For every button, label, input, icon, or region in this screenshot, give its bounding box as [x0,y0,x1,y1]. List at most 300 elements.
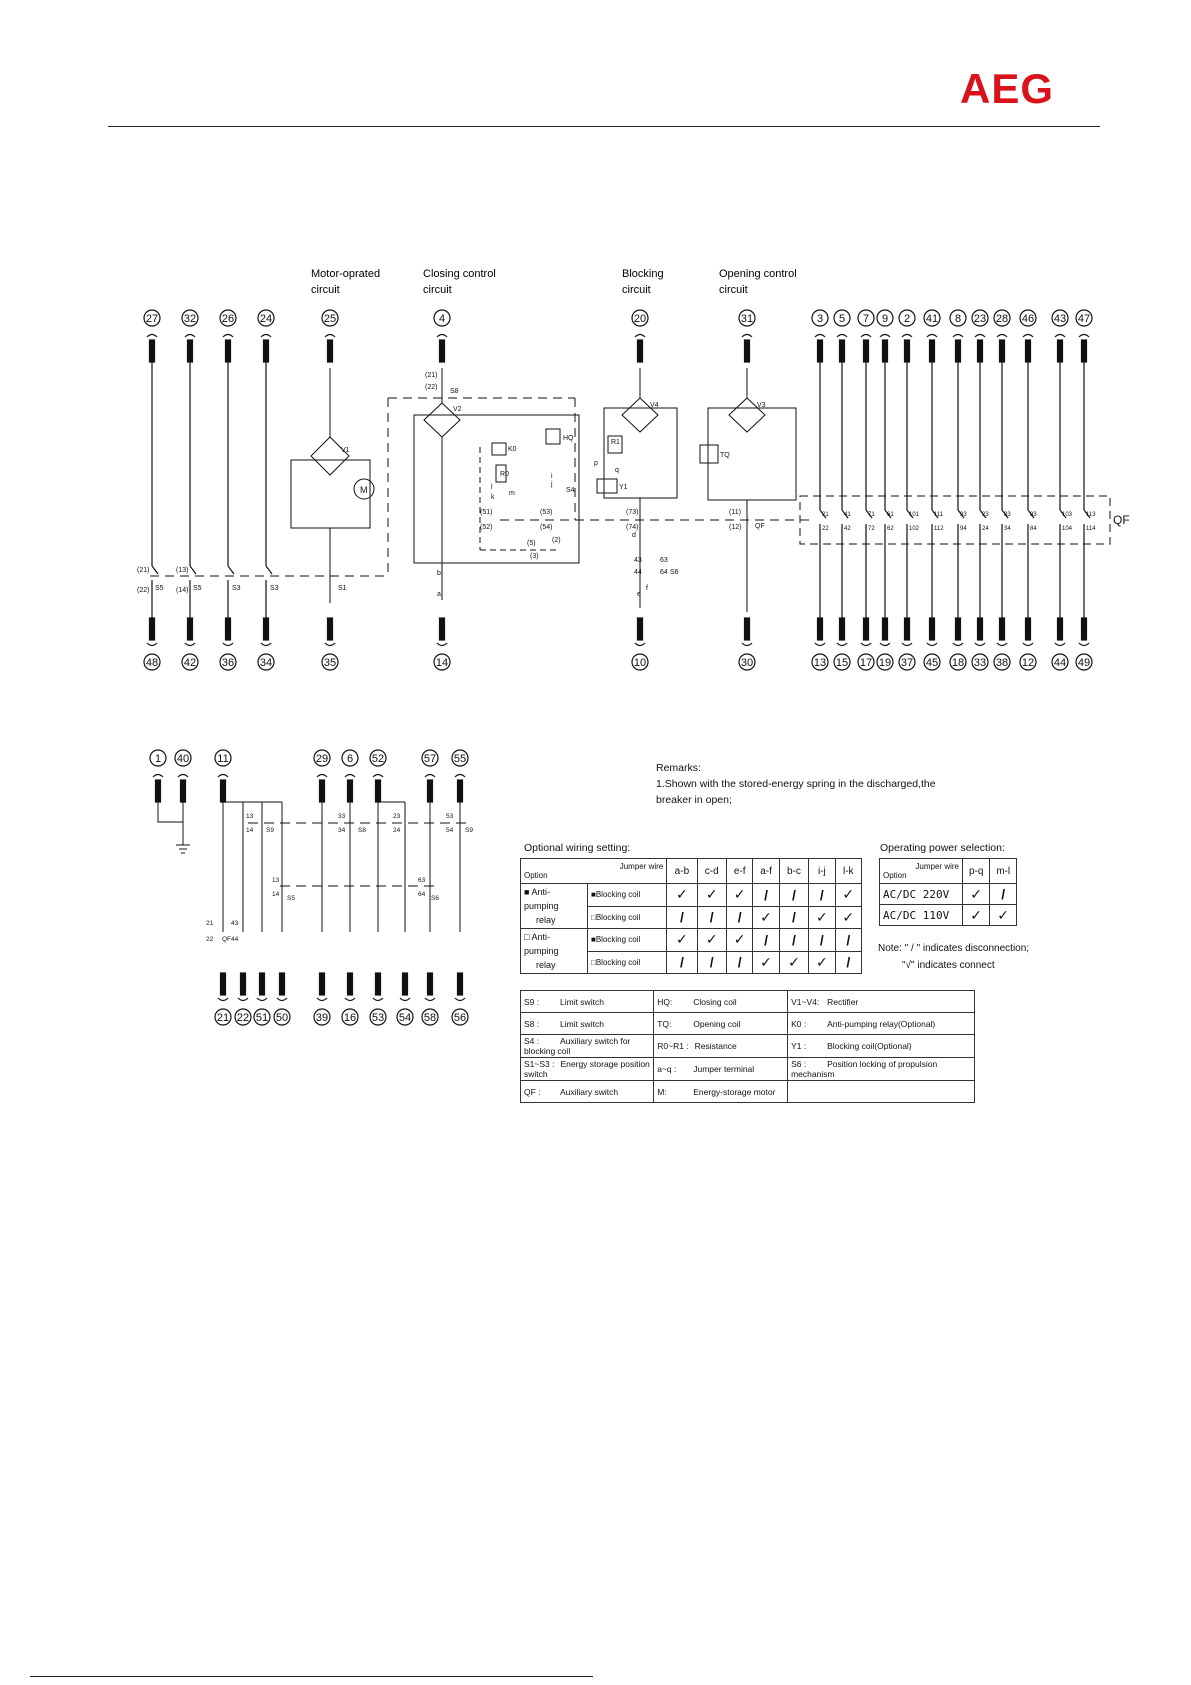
tt-right-bot-label-5: 45 [925,657,939,669]
bd-44: 44 [231,936,239,943]
tt-left-bot-cap-6 [635,643,645,646]
legend-cell [521,1035,654,1058]
opening-circuit-title-2: circuit [719,284,748,296]
tt-right-c1-8: 33 [1004,512,1011,518]
label-s6: S6 [670,569,679,576]
tt-left-bot-cap-2 [223,643,233,646]
optional-wiring-group-name2-0: relay [536,915,556,925]
motor-circuit-title-2: circuit [311,284,340,296]
tt-right-top-cap-2 [861,335,871,338]
bt-bot-bot-label-8: 58 [423,1012,437,1024]
optional-wiring-coil: □Blocking coil [588,951,667,974]
bd-s9b: S9 [465,827,473,834]
tt-right-c1-11: 113 [1086,512,1096,518]
optional-wiring-cell: / [726,906,752,929]
label-s1: S1 [338,585,347,592]
power-cell: ✓ [990,905,1017,926]
label-tq: TQ [720,452,730,459]
tt-right-top-label-9: 46 [1021,313,1035,325]
note-line-1: Note: " / " indicates disconnection; [878,943,1030,954]
bt-bot-bot-post-8 [428,973,433,995]
legend-value: Auxiliary switch for blocking coil [524,1036,631,1056]
legend-value: Auxiliary switch [560,1086,619,1097]
legend-value: Limit switch [560,1018,604,1029]
bt-bot-bot-cap-1 [238,998,248,1001]
legend-key: M: [657,1086,667,1097]
tt-right-c2-5: 112 [934,526,944,532]
bt-top-top-label-7: 55 [453,753,467,765]
tt-left-top-cap-0 [147,335,157,338]
bd-s8: S8 [358,827,366,834]
tt-left-bot-post-6 [638,618,643,640]
legend-value: Anti-pumping relay(Optional) [827,1018,936,1029]
legend-cell [788,1058,975,1081]
tt-left-top-cap-1 [185,335,195,338]
tt-left-top-cap-3 [261,335,271,338]
tt-right-top-cap-11 [1079,335,1089,338]
tt-right-c2-4: 102 [909,526,920,532]
legend-cell [521,1013,654,1035]
tt-right-top-label-1: 5 [838,313,846,325]
tt-left-bot-label-4: 35 [323,657,337,669]
optional-wiring-cell: ✓ [726,884,752,907]
optional-wiring-cell: ✓ [809,906,835,929]
power-header-option: Option [883,871,907,880]
legend-value: Closing coil [693,996,737,1007]
bt-bot-bot-cap-3 [277,998,287,1001]
label-v3: V3 [757,402,766,409]
tt-right-c1-3: 61 [887,512,894,518]
tt-right-top-label-3: 9 [881,313,889,325]
tt-right-bot-post-7 [978,618,983,640]
tt-right-top-label-2: 7 [862,313,870,325]
bt-top-top-label-1: 40 [176,753,190,765]
optional-wiring-row [521,929,862,952]
tt-right-c2-2: 72 [868,526,875,532]
optional-wiring-cell: ✓ [809,951,835,974]
tt-right-c1-10: 103 [1062,512,1073,518]
tt-right-bot-label-10: 44 [1053,657,1067,669]
bt-bot-bot-cap-0 [218,998,228,1001]
tt-right-c1-9: 83 [1030,512,1037,518]
bt-bot-bot-label-6: 53 [371,1012,385,1024]
label-t2: (2) [552,537,561,544]
tt-left-bot-label-1: 42 [183,657,197,669]
power-row [880,905,1017,926]
bd-14: 14 [246,827,254,834]
bt-bot-bot-label-2: 51 [255,1012,269,1024]
legend-key: S1~S3 : [524,1059,555,1069]
optional-wiring-col-1: c-d [697,859,726,884]
tt-left-top-label-3: 24 [259,313,273,325]
tt-right-c2-1: 42 [844,526,851,532]
bt-bot-bot-cap-4 [317,998,327,1001]
optional-wiring-cell: / [697,951,726,974]
legend-cell [521,1081,654,1103]
tt-left-bot-cap-0 [147,643,157,646]
tt-left-top-post-5 [440,340,445,362]
label-s4: S4 [566,487,575,494]
tt-right-c2-8: 34 [1004,526,1011,532]
legend-key: S6 : [791,1059,807,1069]
bt-top-top-cap-1 [178,775,188,778]
bd-21: 21 [206,920,214,927]
bd-63: 63 [418,877,426,884]
legend-value: Opening coil [693,1018,741,1029]
power-corner [880,859,963,884]
label-t11: (11) [729,509,741,516]
tt-left-top-cap-2 [223,335,233,338]
tt-right-top-cap-6 [953,335,963,338]
optional-wiring-cell: ✓ [667,884,697,907]
legend-key: Y1 : [791,1041,807,1051]
legend-key: S9 : [524,996,540,1007]
tt-right-top-cap-0 [815,335,825,338]
label-t14: (14) [176,587,189,594]
note-block [878,940,1029,974]
legend-cell [788,1013,975,1035]
tt-right-bot-label-7: 33 [973,657,987,669]
note-line-2: "√" indicates connect [902,960,995,971]
tt-right-bot-cap-1 [837,643,847,646]
tt-right-bot-post-1 [840,618,845,640]
bt-top-top-cap-0 [153,775,163,778]
bt-bot-bot-post-9 [458,973,463,995]
optional-wiring-group-0: ■ Anti-pumping relay [521,884,588,929]
optional-wiring-cell: / [753,884,779,907]
label-s3b: S3 [270,585,279,592]
legend-value: Energy-storage motor [693,1086,776,1097]
bt-top-top-cap-3 [317,775,327,778]
jumper-e: e [637,591,641,598]
label-t21: (21) [137,567,150,574]
optional-wiring-col-3: a-f [753,859,779,884]
optional-wiring-group-1: □ Anti-pumping relay [521,929,588,974]
bd-43: 43 [231,920,239,927]
optional-wiring-coil: □Blocking coil [588,906,667,929]
tt-left-bot-post-3 [264,618,269,640]
legend-key: TQ: [657,1018,672,1029]
legend-cell [654,991,788,1013]
bd-22: 22 [206,936,214,943]
optional-wiring-cell: / [667,951,697,974]
optional-wiring-cell: ✓ [835,884,861,907]
optional-wiring-col-0: a-b [667,859,697,884]
label-t3: (3) [530,553,539,560]
bt-bot-bot-post-6 [376,973,381,995]
optional-wiring-cell: ✓ [697,929,726,952]
bt-bot-bot-post-3 [280,973,285,995]
legend-cell [654,1035,788,1058]
label-v1: V1 [341,447,350,454]
tt-right-c2-11: 114 [1086,526,1096,532]
tt-right-top-label-6: 8 [954,313,962,325]
tt-right-bot-label-0: 13 [813,657,827,669]
bd-13: 13 [246,813,254,820]
tt-left-bot-post-0 [150,618,155,640]
tt-right-top-cap-1 [837,335,847,338]
bd-54: 54 [446,827,454,834]
tt-right-top-post-11 [1082,340,1087,362]
component-legend-table [520,990,975,1103]
tt-right-top-cap-3 [880,335,890,338]
tt-right-bot-post-9 [1026,618,1031,640]
optional-wiring-cell: / [809,884,835,907]
legend-row [521,1035,975,1058]
label-r0: R0 [500,471,509,478]
tt-left-switch-3 [266,566,272,574]
jumper-d: d [632,532,636,539]
legend-value: Limit switch [560,996,604,1007]
legend-value: Jumper terminal [693,1064,755,1074]
tt-right-top-cap-9 [1023,335,1033,338]
legend-key: S4 : [524,1036,540,1046]
bt-bot-bot-label-0: 21 [216,1012,230,1024]
tt-left-bot-post-2 [226,618,231,640]
legend-cell [788,1081,975,1103]
tt-right-c1-1: 41 [844,512,851,518]
optional-wiring-col-5: i-j [809,859,835,884]
tt-left-bot-cap-3 [261,643,271,646]
blocking-circuit-title-1: Blocking [622,268,664,280]
bd-23: 23 [393,813,401,820]
jumper-b: b [437,570,441,577]
legend-value: Position locking of propulsion mechanism [791,1059,938,1079]
bt-bot-bot-post-4 [320,973,325,995]
tt-left-top-label-7: 31 [740,313,754,325]
jumper-a: a [437,591,441,598]
label-r1: R1 [611,439,620,446]
optional-wiring-group-name2-1: relay [536,960,556,970]
closing-circuit-title-2: circuit [423,284,452,296]
tt-right-top-post-9 [1026,340,1031,362]
bt-bot-bot-label-3: 50 [275,1012,289,1024]
tt-left-switch-2 [228,566,234,574]
label-s3: S3 [232,585,241,592]
power-row-label: AC/DC 220V [880,884,963,905]
bt-top-top-cap-5 [373,775,383,778]
tt-right-c1-7: 23 [982,512,989,518]
tt-left-bot-label-3: 34 [259,657,273,669]
tt-right-top-post-4 [905,340,910,362]
tt-right-bot-cap-6 [953,643,963,646]
optional-wiring-col-2: e-f [726,859,752,884]
label-t21-closing: (21) [425,372,438,379]
legend-value: Resistance [694,1041,737,1051]
tt-right-bot-cap-4 [902,643,912,646]
tt-right-top-cap-7 [975,335,985,338]
power-col-1: m-l [990,859,1017,884]
label-t52: (52) [480,524,493,531]
optional-wiring-header-jumper: Jumper wire [619,862,664,871]
label-v2: V2 [453,406,462,413]
legend-key: a~q : [657,1064,677,1074]
tt-right-bot-post-11 [1082,618,1087,640]
tt-left-top-label-0: 27 [145,313,159,325]
tt-left-top-post-6 [638,340,643,362]
tt-right-bot-cap-10 [1055,643,1065,646]
label-qf: QF [755,523,765,530]
tt-right-top-label-10: 43 [1053,313,1067,325]
optional-wiring-cell: ✓ [697,884,726,907]
footer-divider [30,1676,593,1677]
bt-bot-bot-cap-9 [455,998,465,1001]
bt-bot-bot-post-2 [260,973,265,995]
tt-left-bot-label-2: 36 [221,657,235,669]
remarks-block [656,760,936,808]
bt-top-top-label-4: 6 [346,753,354,765]
tt-left-switch-0 [152,566,158,574]
tt-left-top-cap-7 [742,335,752,338]
bd-34: 34 [338,827,346,834]
label-v4: V4 [650,402,659,409]
bt-bot-bot-post-7 [403,973,408,995]
tt-left-bot-post-7 [745,618,750,640]
legend-cell [654,1013,788,1035]
optional-wiring-cell: / [779,906,808,929]
tt-left-top-post-0 [150,340,155,362]
tt-left-bot-cap-1 [185,643,195,646]
optional-wiring-cell: / [779,884,808,907]
power-selection-title: Operating power selection: [880,842,1005,854]
tt-right-c1-6: 93 [960,512,967,518]
legend-key: K0 : [791,1018,807,1029]
bt-top-top-label-2: 11 [217,753,229,765]
label-c44: 44 [634,569,642,576]
legend-value: Rectifier [827,996,859,1007]
tt-right-bot-label-8: 38 [995,657,1009,669]
tt-left-bot-label-5: 14 [435,657,449,669]
label-k0: K0 [508,446,517,453]
bt-bot-bot-post-0 [221,973,226,995]
optional-wiring-cell: / [667,906,697,929]
bt-bot-bot-label-5: 16 [343,1012,357,1024]
tt-right-bot-post-3 [883,618,888,640]
tt-right-bot-cap-5 [927,643,937,646]
label-t54: (54) [540,524,553,531]
optional-wiring-cell: ✓ [667,929,697,952]
optional-wiring-cell: ✓ [726,929,752,952]
tt-right-bot-post-6 [956,618,961,640]
bt-bot-bot-cap-7 [400,998,410,1001]
bt-bot-bot-post-5 [348,973,353,995]
power-cell: / [990,884,1017,905]
closing-circuit-title-1: Closing control [423,268,496,280]
tt-left-top-cap-4 [325,335,335,338]
aeg-logo: AEG [960,65,1055,112]
legend-cell [521,1058,654,1081]
optional-wiring-row [521,884,862,907]
label-t51: (51) [480,509,493,516]
tt-right-c2-10: 104 [1062,526,1073,532]
label-y1: Y1 [619,484,628,491]
tt-right-top-label-8: 28 [995,313,1009,325]
label-t73: (73) [626,509,639,516]
tt-left-top-label-2: 26 [221,313,235,325]
tt-left-bot-cap-7 [742,643,752,646]
optional-wiring-cell: / [809,929,835,952]
power-cell: ✓ [963,905,990,926]
tt-left-bot-post-5 [440,618,445,640]
tt-right-bot-label-2: 17 [859,657,873,669]
jumper-i: i [551,473,553,480]
tt-right-top-cap-10 [1055,335,1065,338]
power-header-jumper: Jumper wire [915,862,959,871]
optional-wiring-cell: / [697,906,726,929]
optional-wiring-cell: ✓ [835,906,861,929]
bd-s9: S9 [266,827,274,834]
bt-top-top-cap-7 [455,775,465,778]
bottom-terminal-group [150,750,468,1025]
legend-key: S8 : [524,1018,540,1029]
tt-right-bot-post-8 [1000,618,1005,640]
motor-circuit-title-1: Motor-oprated [311,268,381,280]
label-t12: (12) [729,524,742,531]
bt-top-top-label-0: 1 [154,753,162,765]
bt-top-top-cap-6 [425,775,435,778]
tt-right-top-label-5: 41 [925,313,939,325]
tt-left-top-post-2 [226,340,231,362]
tt-right-bot-cap-0 [815,643,825,646]
jumper-l: l [491,484,493,491]
tt-left-switch-1 [190,566,196,574]
legend-key: QF : [524,1086,541,1097]
tt-right-top-label-11: 47 [1077,313,1091,325]
tt-right-c1-0: 21 [822,512,829,518]
optional-wiring-cell: ✓ [753,951,779,974]
legend-key: HQ: [657,996,673,1007]
label-t22-closing: (22) [425,384,438,391]
tt-left-bot-cap-5 [437,643,447,646]
tt-left-top-cap-6 [635,335,645,338]
remarks-title: Remarks: [656,762,701,774]
opening-circuit-title-1: Opening control [719,268,797,280]
tt-right-c1-5: 111 [934,512,944,518]
bt-top-top-cap-4 [345,775,355,778]
tt-right-bot-label-6: 18 [951,657,965,669]
tt-right-c2-9: 84 [1030,526,1037,532]
tt-right-top-post-3 [883,340,888,362]
optional-wiring-header-row [521,859,862,884]
power-row-label: AC/DC 110V [880,905,963,926]
tt-left-bot-post-1 [188,618,193,640]
tt-right-bot-cap-2 [861,643,871,646]
jumper-m: m [509,490,515,497]
optional-wiring-cell: / [835,951,861,974]
optional-wiring-cell: / [835,929,861,952]
tt-right-top-cap-5 [927,335,937,338]
tt-left-bot-label-0: 48 [145,657,159,669]
label-c43: 43 [634,557,642,564]
bd-64: 64 [418,891,426,898]
label-t53: (53) [540,509,553,516]
tt-right-bot-post-5 [930,618,935,640]
tt-right-top-post-7 [978,340,983,362]
bt-bot-bot-label-7: 54 [398,1012,412,1024]
legend-value: Blocking coil(Optional) [827,1041,912,1051]
legend-cell [521,991,654,1013]
legend-row [521,1058,975,1081]
legend-cell [654,1081,788,1103]
tt-right-top-post-8 [1000,340,1005,362]
power-header-row [880,859,1017,884]
bt-bot-bot-label-1: 22 [236,1012,250,1024]
tt-right-top-cap-8 [997,335,1007,338]
power-cell: ✓ [963,884,990,905]
tt-left-bot-post-4 [328,618,333,640]
bd-s5: S5 [287,895,295,902]
optional-wiring-col-4: b-c [779,859,808,884]
